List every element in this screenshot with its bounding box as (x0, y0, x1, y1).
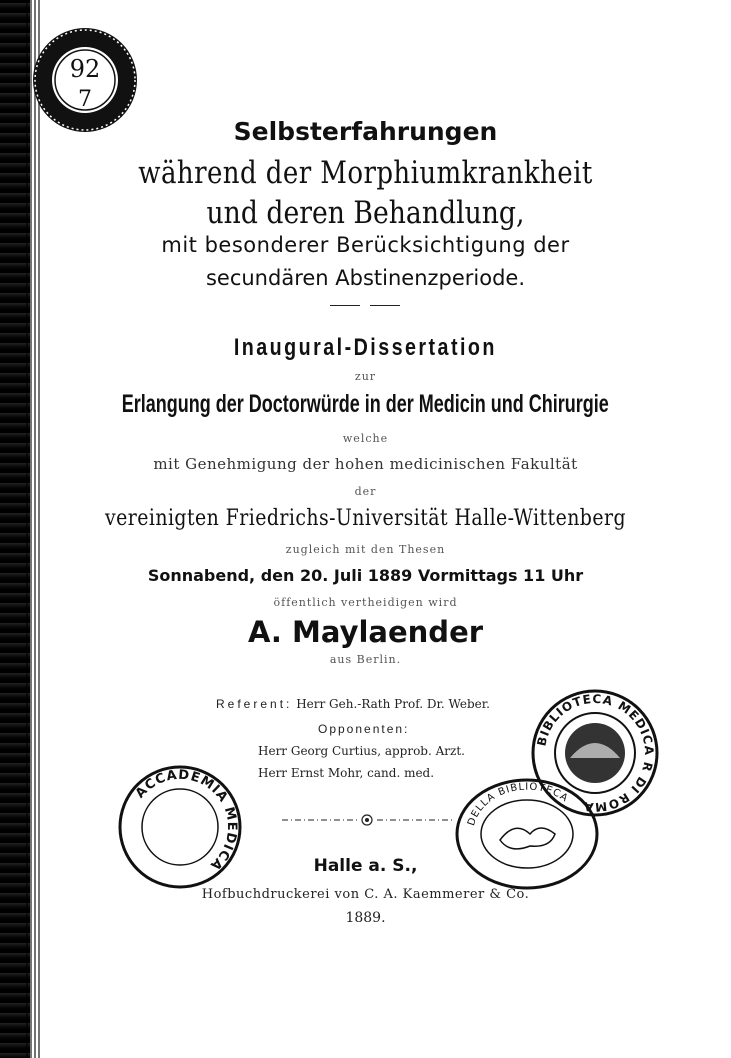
author-origin: aus Berlin. (329, 653, 402, 666)
der-line: der (354, 485, 377, 498)
university-line: vereinigten Friedrichs-Universität Halle-Wittenberg (105, 506, 626, 531)
opponents-label: Opponenten: (318, 722, 410, 736)
opponent-2: Herr Ernst Mohr, cand. med. (258, 766, 435, 780)
opponent-1: Herr Georg Curtius, approb. Arzt. (258, 744, 465, 758)
shelfmark-number: 92 (69, 55, 101, 83)
dissertation-heading: Inaugural-Dissertation (234, 334, 497, 361)
imprint-printer: Hofbuchdruckerei von C. A. Kaemmerer & Co. (201, 887, 530, 902)
library-ring-text: BIBLIOTECA MEDICA R DI ROMA (534, 691, 657, 815)
title-line-2: während der Morphiumkrankheit (138, 155, 593, 191)
title-line-4: mit besonderer Berücksichtigung der (161, 233, 570, 257)
author-name: A. Maylaender (247, 615, 484, 649)
date-line: Sonnabend, den 20. Juli 1889 Vormittags 11 Uhr (147, 566, 584, 585)
defend-line: öffentlich vertheidigen wird (273, 596, 458, 609)
academy-ring-text: ACCADEMIA MEDICA (132, 767, 240, 874)
ornament (282, 812, 452, 826)
title-divider-right (370, 305, 400, 306)
title-line-5: secundären Abstinenzperiode. (205, 266, 526, 290)
referent-label: Referent: (216, 697, 293, 711)
title-line-3: und deren Behandlung, (206, 195, 525, 231)
shelfmark-sub: 7 (78, 87, 92, 112)
dissertation-heading-row (0, 334, 731, 362)
referent-name: Herr Geh.-Rath Prof. Dr. Weber. (296, 697, 490, 711)
referent-line (216, 697, 490, 711)
oval-ring-text: DELLA BIBLIOTECA (465, 781, 571, 828)
welche-line: welche (342, 432, 389, 445)
imprint-place: Halle a. S., (313, 856, 418, 876)
purpose-row (0, 390, 731, 419)
purpose-line: Erlangung der Doctorwürde in der Medicin und Chirurgie (121, 390, 610, 418)
imprint-year: 1889. (345, 910, 386, 926)
title-divider-left (330, 305, 360, 306)
permission-line: mit Genehmigung der hohen medicinischen Fakultät (153, 455, 578, 473)
title-line-1: Selbsterfahrungen (233, 117, 498, 146)
zur-line: zur (354, 370, 377, 383)
theses-line: zugleich mit den Thesen (285, 543, 446, 556)
